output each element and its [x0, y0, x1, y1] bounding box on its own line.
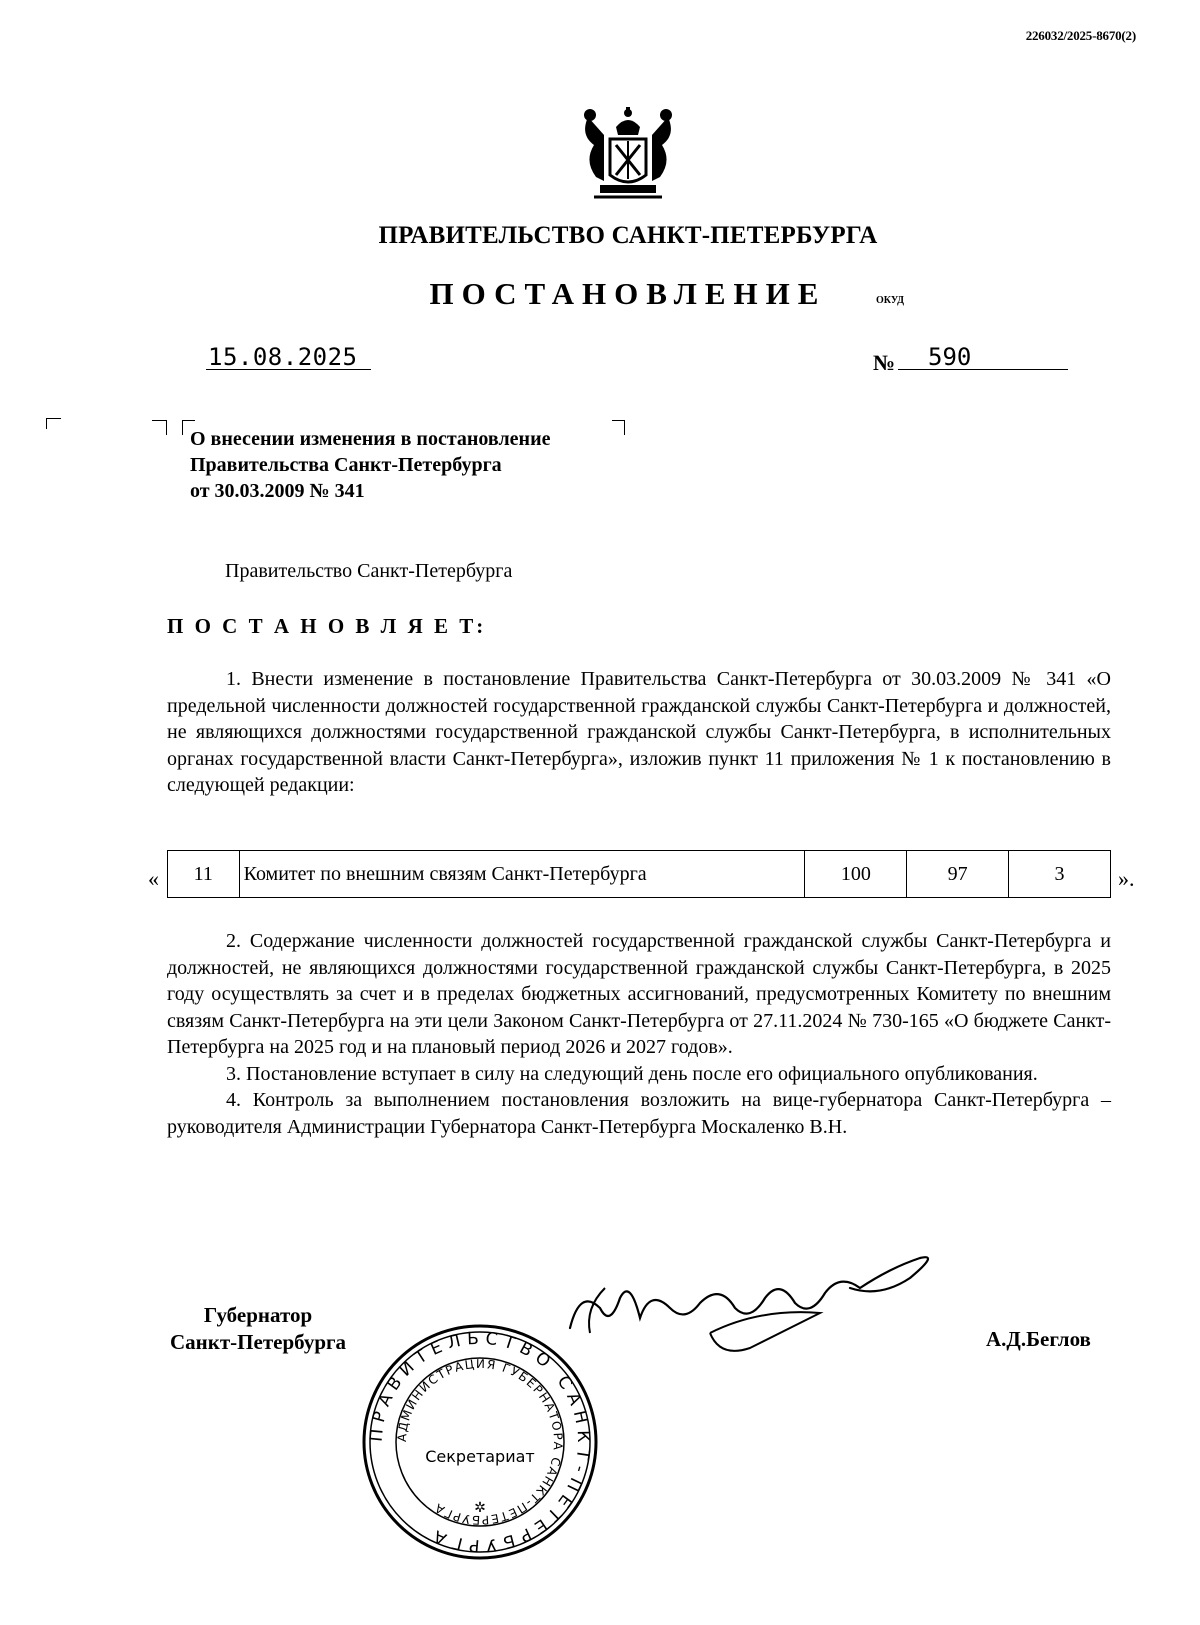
coat-of-arms-emblem [574, 105, 682, 203]
cell-value-3: 3 [1009, 851, 1111, 898]
paragraphs-2-4 [167, 928, 1111, 1140]
number-sign: № [873, 350, 896, 375]
corner-mark-subject-open-a [152, 420, 167, 435]
date-field [206, 345, 371, 370]
subject-line-2: Правительства Санкт-Петербурга [190, 454, 502, 476]
table-quote-open: « [148, 866, 159, 891]
number-field [898, 345, 1068, 370]
subject-line-3: от 30.03.2009 № 341 [190, 480, 365, 502]
corner-mark-left [46, 418, 61, 429]
svg-text:✲: ✲ [474, 1501, 486, 1516]
paragraph-4-text: 4. Контроль за выполнением постановления возложить на вице-губернатора Санкт-Петербурга – руководителя Администрации Губернатора Санкт-Петербурга Москаленко В.Н. [167, 1089, 1111, 1138]
amendment-table [167, 850, 1111, 898]
document-number: 590 [928, 343, 972, 371]
decree-subject [190, 426, 550, 504]
official-seal-stamp [360, 1322, 600, 1562]
document-date: 15.08.2025 [208, 343, 358, 371]
cell-organization-name: Комитет по внешним связям Санкт-Петербурга [239, 851, 805, 898]
signer-name: А.Д.Беглов [986, 1327, 1091, 1351]
cell-item-number: 11 [168, 851, 240, 898]
svg-text:АДМИНИСТРАЦИЯ ГУБЕРНАТОРА САНК: АДМИНИСТРАЦИЯ ГУБЕРНАТОРА САНКТ-ПЕТЕРБУРГА [394, 1356, 566, 1528]
handwritten-signature [560, 1248, 960, 1358]
registration-number: 226032/2025-8670(2) [1025, 28, 1136, 43]
okud-label: ОКУД [876, 295, 905, 306]
subject-line-1: О внесении изменения в постановление [190, 428, 551, 450]
svg-text:ПРАВИТЕЛЬСТВО САНКТ-ПЕТЕРБУРГА: ПРАВИТЕЛЬСТВО САНКТ-ПЕТЕРБУРГА [366, 1328, 594, 1556]
intro-text: Правительство Санкт-Петербурга [225, 560, 513, 582]
table-row [168, 851, 1111, 898]
document-type-title: ПОСТАНОВЛЕНИЕ [429, 276, 827, 311]
resolves-heading: П О С Т А Н О В Л Я Е Т: [167, 614, 487, 638]
table-quote-close: ». [1118, 866, 1135, 891]
cell-value-1: 100 [805, 851, 907, 898]
svg-text:Секретариат: Секретариат [425, 1447, 535, 1466]
government-title: ПРАВИТЕЛЬСТВО САНКТ-ПЕТЕРБУРГА [378, 222, 878, 249]
paragraph-3-text: 3. Постановление вступает в силу на следующий день после его официального опубликования. [226, 1062, 1038, 1085]
paragraph-1 [167, 666, 1111, 799]
paragraph-1-text: 1. Внести изменение в постановление Правительства Санкт-Петербурга от 30.03.2009 № 341 «О предельной численности должностей государственной гражданской службы Санкт-Петербурга и должностей, не являющихся должностями государственной гражданской службы Санкт-Петербурга, в исполнительных органах государственной власти Санкт-Петербурга», изложив пункт 11 приложения № 1 к постановлению в следующей редакции: [167, 668, 1111, 796]
corner-mark-subject-close [612, 420, 625, 435]
signer-title-line-1: Губернатор [203, 1303, 313, 1327]
signer-title-line-2: Санкт-Петербурга [170, 1330, 347, 1354]
cell-value-2: 97 [907, 851, 1009, 898]
paragraph-2-text: 2. Содержание численности должностей государственной гражданской службы Санкт-Петербурга и должностей, не являющихся должностями государственной гражданской службы Санкт-Петербурга, в 2025 году осуществлять за счет и в пределах бюджетных ассигнований, предусмотренных Комитету по внешним связям Санкт-Петербурга на эти цели Законом Санкт-Петербурга от 27.11.2024 № 730-165 «О бюджете Санкт-Петербурга на 2025 год и на плановый период 2026 и 2027 годов». [167, 930, 1111, 1058]
signer-title [170, 1302, 346, 1356]
